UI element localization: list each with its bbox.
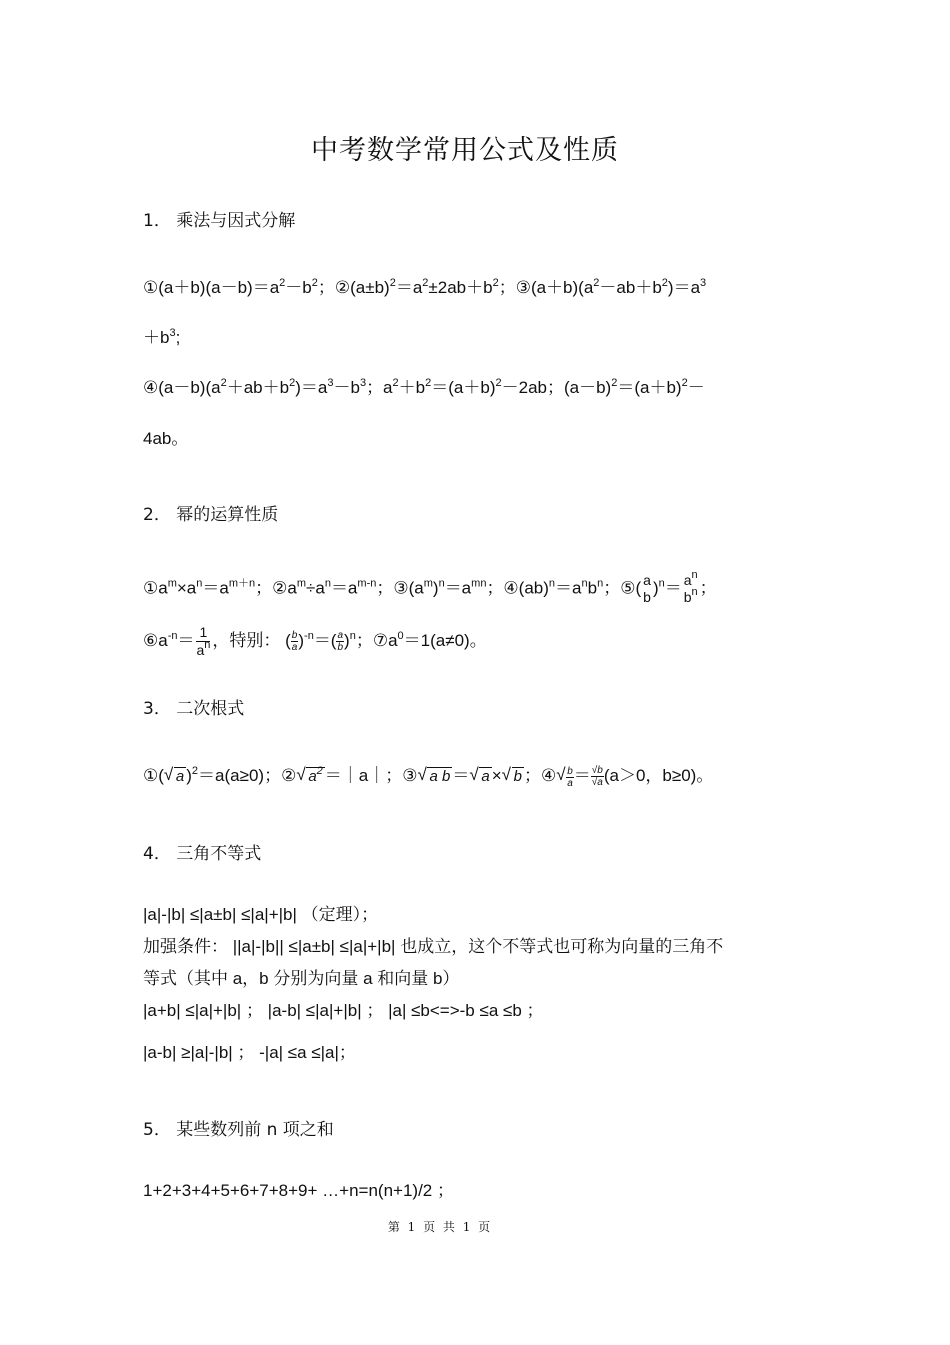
section-5-line-1: 1+2+3+4+5+6+7+8+9+ …+n=n(n+1)/2 ； — [143, 1181, 454, 1200]
section-3-line-1: ①( √ a )$^2$＝a(a≥0)；② √ $a^2$ ＝｜a｜；③ √ a b ＝ √ a × √ b ；④ √ $\frac{b}{a}$ ＝ $\frac{√b}{√a}$ (a＞0，b≥0)。 — [143, 764, 714, 789]
section-1-line-1: $①(a+b)(a-b)=a^2-b^2$；$②(a\pm b)^2=a^2\pm 2ab+b^2$；$③(a+b)(a^2-ab+b^2)=a^3$ — [143, 277, 707, 297]
section-2-heading: 2． 幂的运算性质 — [143, 505, 279, 525]
page-footer: 第 1 页 共 1 页 — [387, 1220, 493, 1234]
section-1-line-3: $④(a-b)(a^2+ab+b^2)=a^3-b^3$；$a^2+b^2=(a+b)^2-2ab$；$(a-b)^2=(a+b)^2-$ — [143, 377, 705, 397]
fraction-an-over-bn: $a^n$ $b^n$ — [683, 569, 698, 605]
section-4-line-5: |a-b| ≥|a|-|b| ； -|a| ≤a ≤|a|； — [143, 1043, 356, 1062]
section-3-heading: 3． 二次根式 — [143, 699, 245, 719]
section-2-line-2: $⑥a^{-n}=$ $\frac{1}{a^n}$ ，特别： ( $\frac{b}{a}$ )$^{-n}$＝( $\frac{a}{b}$ )$^n$；$⑦a^0=1(a\ne 0)$。 — [143, 624, 487, 658]
sqrt-ab: √ a b — [417, 765, 451, 785]
fraction-a-over-b-small: $\frac{a}{b}$ — [337, 630, 344, 653]
section-4-line-3: 等式（其中 a，b 分别为向量 a 和向量 b） — [143, 969, 460, 988]
sqrt-a-squared: √ $a^2$ — [296, 765, 323, 785]
section-2-line-1: $①a^m\times a^n=a^{m+n}$；$②a^m\div a^n=a^{m-n}$；$③(a^m)^n=a^{mn}$；$④(ab)^n=a^nb^n$；⑤( a b )$^n$＝ $a^n$ $b^n$ ； — [143, 569, 717, 605]
fraction-a-over-b: a b — [643, 572, 651, 605]
section-4-heading: 4． 三角不等式 — [143, 844, 262, 864]
fraction-b-over-a: $\frac{b}{a}$ — [291, 630, 298, 653]
section-4-line-4: |a+b| ≤|a|+|b| ； |a-b| ≤|a|+|b| ； |a| ≤b<=>-b ≤a ≤b ； — [143, 1001, 544, 1020]
section-4-line-1: |a|-|b| ≤|a±b| ≤|a|+|b| （定理）； — [143, 905, 379, 924]
section-1-heading: 1． 乘法与因式分解 — [143, 211, 296, 231]
fraction-1-over-an: $\frac{1}{a^n}$ — [196, 624, 211, 658]
section-1-line-4: 4ab。 — [143, 429, 189, 448]
fraction-sqrtb-over-sqrta: $\frac{√b}{√a}$ — [591, 765, 603, 789]
section-1-line-2: $+b^3$; — [143, 327, 181, 347]
section-4-line-2: 加强条件： ||a|-|b|| ≤|a±b| ≤|a|+|b| 也成立，这个不等式也可称为向量的三角不 — [143, 937, 724, 956]
page-title: 中考数学常用公式及性质 — [311, 135, 619, 166]
sqrt-b: √ b — [501, 765, 522, 785]
sqrt-a-2: √ a — [469, 765, 490, 785]
sqrt-a: √ a — [163, 765, 185, 785]
section-5-heading: 5． 某些数列前 n 项之和 — [143, 1120, 334, 1140]
sqrt-b-over-a: √ $\frac{b}{a}$ — [556, 764, 573, 789]
